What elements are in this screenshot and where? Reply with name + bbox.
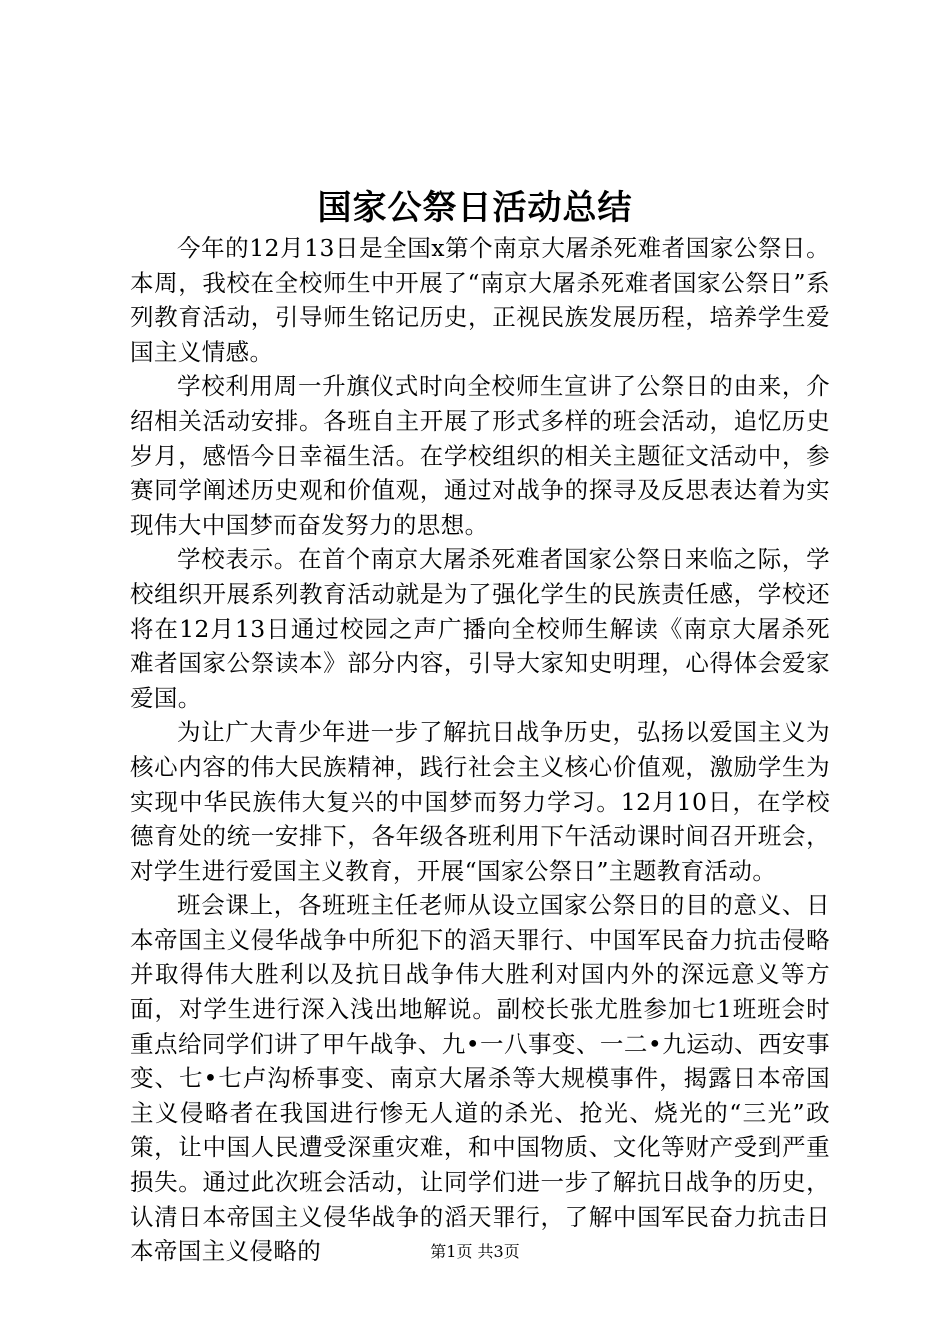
paragraph-3: 学校表示。在首个南京大屠杀死难者国家公祭日来临之际，学校组织开展系列教育活动就是为了强化学生的民族责任感，学校还将在12月13日通过校园之声广播向全校师生解读《南京大屠杀死难者国家公祭读本》部分内容，引导大家知史明理，心得体会爱家爱国。 — [130, 545, 830, 712]
paragraph-1: 今年的12月13日是全国x第个南京大屠杀死难者国家公祭日。本周，我校在全校师生中开展了“南京大屠杀死难者国家公祭日”系列教育活动，引导师生铭记历史，正视民族发展历程，培养学生爱国主义情感。 — [130, 234, 830, 366]
paragraph-4: 为让广大青少年进一步了解抗日战争历史，弘扬以爱国主义为核心内容的伟大民族精神，践行社会主义核心价值观，激励学生为实现中华民族伟大复兴的中国梦而努力学习。12月10日，在学校德育处的统一安排下，各年级各班利用下午活动课时间召开班会，对学生进行爱国主义教育，开展“国家公祭日”主题教育活动。 — [130, 718, 830, 885]
document-body — [130, 231, 830, 1269]
document-title: 国家公祭日活动总结 — [317, 188, 633, 228]
page-footer: 第1页 共3页 — [430, 1242, 520, 1261]
paragraph-2: 学校利用周一升旗仪式时向全校师生宣讲了公祭日的由来，介绍相关活动安排。各班自主开展了形式多样的班会活动，追忆历史岁月，感悟今日幸福生活。在学校组织的相关主题征文活动中，参赛同学阐述历史观和价值观，通过对战争的探寻及反思表达着为实现伟大中国梦而奋发努力的思想。 — [130, 372, 830, 539]
paragraph-5: 班会课上，各班班主任老师从设立国家公祭日的目的意义、日本帝国主义侵华战争中所犯下的滔天罪行、中国军民奋力抗击侵略并取得伟大胜利以及抗日战争伟大胜利对国内外的深远意义等方面，对学生进行深入浅出地解说。副校长张尤胜参加七1班班会时重点给同学们讲了甲午战争、九•一八事变、一二•九运动、西安事变、七•七卢沟桥事变、南京大屠杀等大规模事件，揭露日本帝国主义侵略者在我国进行惨无人道的杀光、抢光、烧光的“三光”政策，让中国人民遭受深重灾难，和中国物质、文化等财产受到严重损失。通过此次班会活动，让同学们进一步了解抗日战争的历史，认清日本帝国主义侵华战争的滔天罪行，了解中国军民奋力抗击日本帝国主义侵略的 — [130, 891, 830, 1266]
